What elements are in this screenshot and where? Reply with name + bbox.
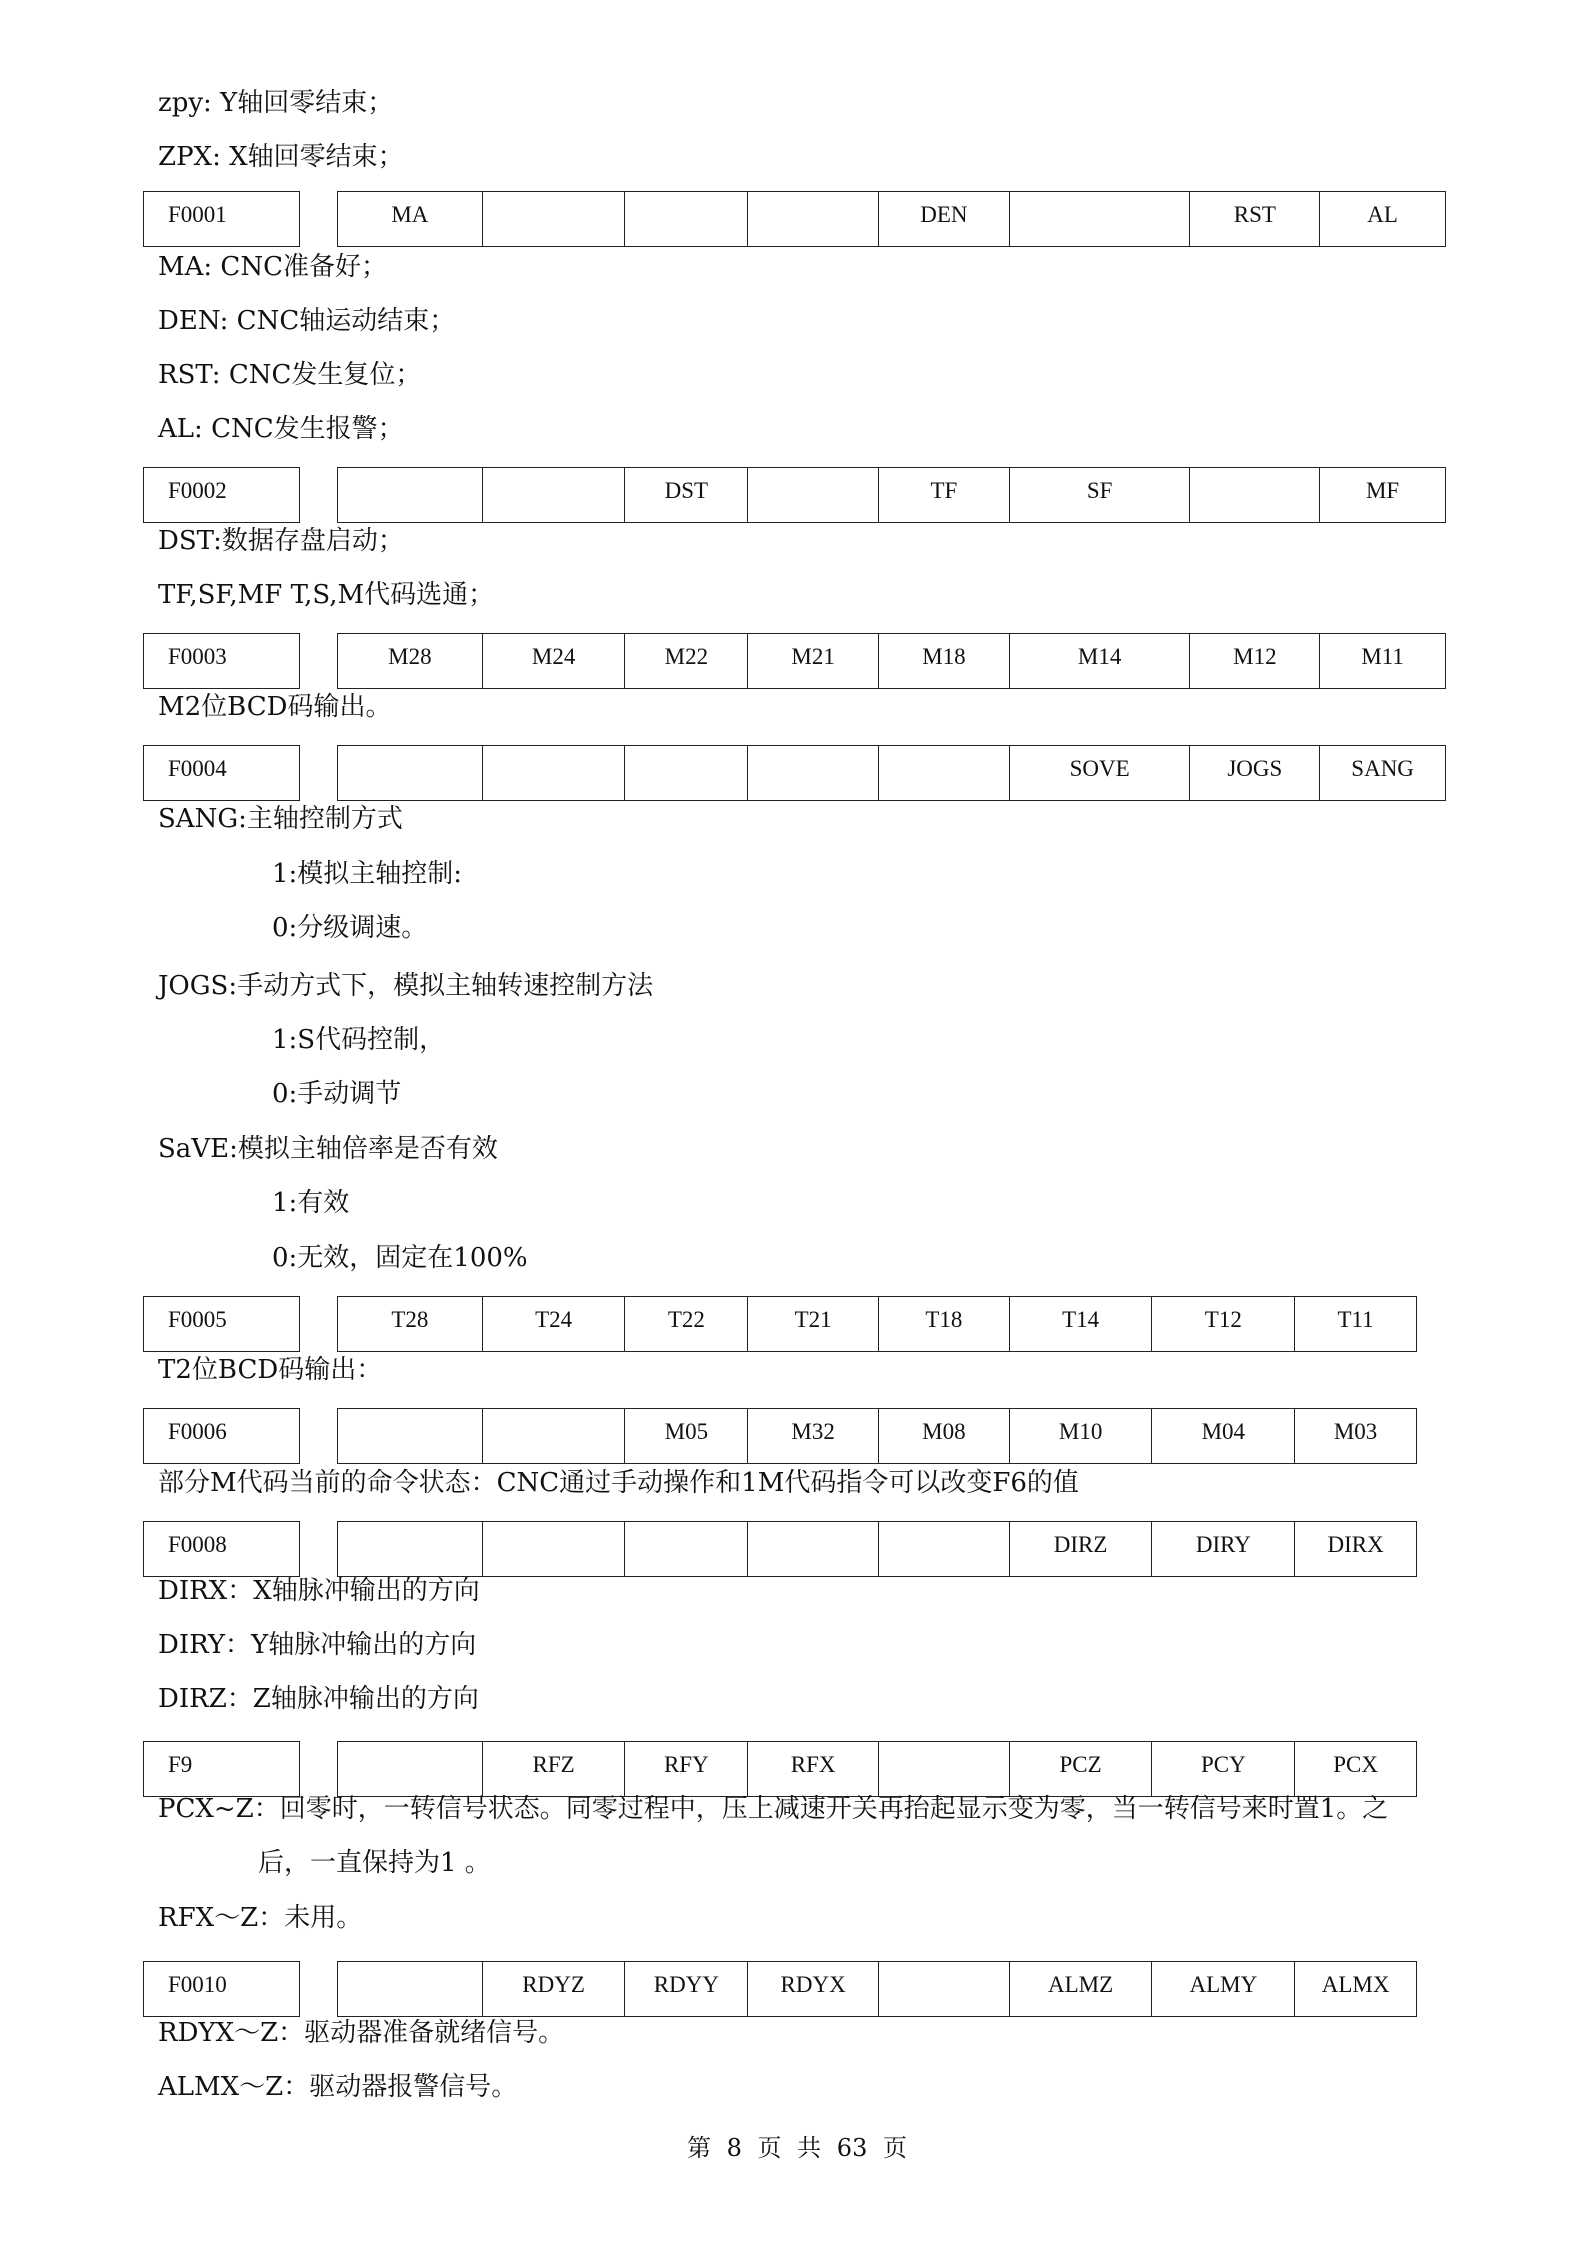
bit-cell: M08 xyxy=(879,1409,1010,1463)
bit-cell xyxy=(625,1522,748,1576)
text-line: RST: CNC发生复位； xyxy=(158,360,422,390)
bit-cell: RDYY xyxy=(625,1962,748,2016)
option-line: 1:模拟主轴控制: xyxy=(272,859,463,889)
bit-cell: PCX xyxy=(1333,1752,1378,1777)
bit-cell: M12 xyxy=(1190,634,1320,688)
bit-cell: ALMY xyxy=(1152,1962,1295,2016)
bit-cell: RST xyxy=(1190,192,1320,246)
text-line: SaVE:模拟主轴倍率是否有效 xyxy=(158,1134,498,1164)
bit-cell xyxy=(483,192,626,246)
bit-cell: T12 xyxy=(1152,1297,1295,1351)
bit-cell: ALMZ xyxy=(1010,1962,1153,2016)
bit-cell xyxy=(879,1522,1010,1576)
bit-cell: T11 xyxy=(1337,1307,1374,1332)
text-line: DIRY：Y轴脉冲输出的方向 xyxy=(158,1630,477,1660)
register-name: F0010 xyxy=(143,1961,300,2017)
text-line: RDYX～Z：驱动器准备就绪信号。 xyxy=(158,2018,565,2048)
bit-cell xyxy=(748,1522,879,1576)
option-line: 1:有效 xyxy=(272,1188,350,1218)
bit-cell: SANG xyxy=(1351,756,1414,781)
register-name: F0005 xyxy=(143,1296,300,1352)
bit-cell: DIRX xyxy=(1327,1532,1384,1557)
register-bits xyxy=(337,745,1446,801)
bit-cell xyxy=(338,1742,483,1796)
bit-cell: M14 xyxy=(1010,634,1191,688)
register-table xyxy=(143,1296,1463,1352)
text-line: DST:数据存盘启动； xyxy=(158,526,404,556)
bit-cell: T22 xyxy=(625,1297,748,1351)
register-name: F0002 xyxy=(143,467,300,523)
register-name: F0001 xyxy=(143,191,300,247)
bit-cell xyxy=(1010,192,1191,246)
bit-cell xyxy=(1190,468,1320,522)
bit-cell: T18 xyxy=(879,1297,1010,1351)
bit-cell: DST xyxy=(625,468,748,522)
register-table xyxy=(143,1521,1463,1577)
bit-cell: PCY xyxy=(1152,1742,1295,1796)
bit-cell: DEN xyxy=(879,192,1010,246)
text-line: DIRZ：Z轴脉冲输出的方向 xyxy=(158,1684,479,1714)
bit-cell xyxy=(483,1409,626,1463)
bit-cell: M05 xyxy=(625,1409,748,1463)
text-line: DIRX：X轴脉冲输出的方向 xyxy=(158,1576,480,1606)
option-line: 0:无效，固定在100% xyxy=(272,1243,528,1273)
register-name: F0008 xyxy=(143,1521,300,1577)
bit-cell: M10 xyxy=(1010,1409,1153,1463)
register-table xyxy=(143,467,1463,523)
register-table xyxy=(143,1741,1463,1797)
text-line: T2位BCD码输出： xyxy=(158,1355,383,1385)
bit-cell: M21 xyxy=(748,634,879,688)
text-line: SANG:主轴控制方式 xyxy=(158,804,403,834)
register-table xyxy=(143,1408,1463,1464)
text-line: DEN: CNC轴运动结束； xyxy=(158,306,456,336)
register-bits xyxy=(337,1741,1417,1797)
text-line: ALMX～Z：驱动器报警信号。 xyxy=(158,2072,518,2102)
bit-cell xyxy=(748,192,879,246)
text-line: TF,SF,MF T,S,M代码选通； xyxy=(158,580,495,610)
bit-cell: M11 xyxy=(1361,644,1404,669)
text-line: zpy: Y轴回零结束； xyxy=(158,88,394,118)
bit-cell: MA xyxy=(338,192,483,246)
bit-cell: T21 xyxy=(748,1297,879,1351)
bit-cell xyxy=(879,1742,1010,1796)
option-line: 0:分级调速。 xyxy=(272,913,428,943)
bit-cell: MF xyxy=(1365,478,1400,503)
page-footer: 第 8 页 共 63 页 xyxy=(687,2134,907,2162)
register-bits xyxy=(337,1408,1417,1464)
text-line: JOGS:手动方式下，模拟主轴转速控制方法 xyxy=(158,971,654,1001)
register-table xyxy=(143,633,1463,689)
bit-cell: ALMX xyxy=(1321,1972,1390,1997)
register-bits xyxy=(337,1961,1417,2017)
bit-cell: M24 xyxy=(483,634,626,688)
bit-cell: RFY xyxy=(625,1742,748,1796)
text-line: PCX~Z：回零时，一转信号状态。同零过程中，压上减速开关再抬起显示变为零，当一转信号来时置1。之 xyxy=(158,1794,1389,1824)
bit-cell: RDYX xyxy=(748,1962,879,2016)
bit-cell xyxy=(483,1522,626,1576)
bit-cell xyxy=(748,746,879,800)
text-line: ZPX: X轴回零结束； xyxy=(158,142,404,172)
bit-cell xyxy=(338,1409,483,1463)
bit-cell: SF xyxy=(1010,468,1191,522)
bit-cell: RDYZ xyxy=(483,1962,626,2016)
register-name: F0006 xyxy=(143,1408,300,1464)
bit-cell: AL xyxy=(1367,202,1398,227)
bit-cell: PCZ xyxy=(1010,1742,1153,1796)
bit-cell: DIRY xyxy=(1152,1522,1295,1576)
bit-cell: M18 xyxy=(879,634,1010,688)
bit-cell: M22 xyxy=(625,634,748,688)
bit-cell: T14 xyxy=(1010,1297,1153,1351)
register-table xyxy=(143,745,1463,801)
bit-cell: SOVE xyxy=(1010,746,1191,800)
register-bits xyxy=(337,633,1446,689)
bit-cell xyxy=(483,468,626,522)
bit-cell: RFX xyxy=(748,1742,879,1796)
bit-cell xyxy=(879,746,1010,800)
text-line: 部分M代码当前的命令状态：CNC通过手动操作和1M代码指令可以改变F6的值 xyxy=(158,1468,1079,1498)
bit-cell xyxy=(748,468,879,522)
register-table xyxy=(143,1961,1463,2017)
bit-cell xyxy=(625,746,748,800)
bit-cell: TF xyxy=(879,468,1010,522)
bit-cell xyxy=(338,468,483,522)
register-bits xyxy=(337,1296,1417,1352)
bit-cell xyxy=(625,192,748,246)
text-line: M2位BCD码输出。 xyxy=(158,692,392,722)
bit-cell: T28 xyxy=(338,1297,483,1351)
bit-cell: M04 xyxy=(1152,1409,1295,1463)
bit-cell: DIRZ xyxy=(1010,1522,1153,1576)
bit-cell xyxy=(338,746,483,800)
register-table xyxy=(143,191,1463,247)
bit-cell: M32 xyxy=(748,1409,879,1463)
register-name: F0003 xyxy=(143,633,300,689)
bit-cell: JOGS xyxy=(1190,746,1320,800)
register-name: F0004 xyxy=(143,745,300,801)
option-line: 1:S代码控制， xyxy=(272,1025,446,1055)
register-bits xyxy=(337,1521,1417,1577)
register-bits xyxy=(337,467,1446,523)
bit-cell xyxy=(338,1962,483,2016)
text-line: 后，一直保持为1 。 xyxy=(258,1848,491,1878)
bit-cell xyxy=(338,1522,483,1576)
bit-cell: RFZ xyxy=(483,1742,626,1796)
text-line: RFX～Z：未用。 xyxy=(158,1903,363,1933)
text-line: AL: CNC发生报警； xyxy=(158,414,404,444)
register-name: F9 xyxy=(143,1741,300,1797)
bit-cell xyxy=(483,746,626,800)
bit-cell: M28 xyxy=(338,634,483,688)
register-bits xyxy=(337,191,1446,247)
bit-cell xyxy=(879,1962,1010,2016)
bit-cell: T24 xyxy=(483,1297,626,1351)
option-line: 0:手动调节 xyxy=(272,1079,402,1109)
text-line: MA: CNC准备好； xyxy=(158,252,387,282)
bit-cell: M03 xyxy=(1333,1419,1378,1444)
